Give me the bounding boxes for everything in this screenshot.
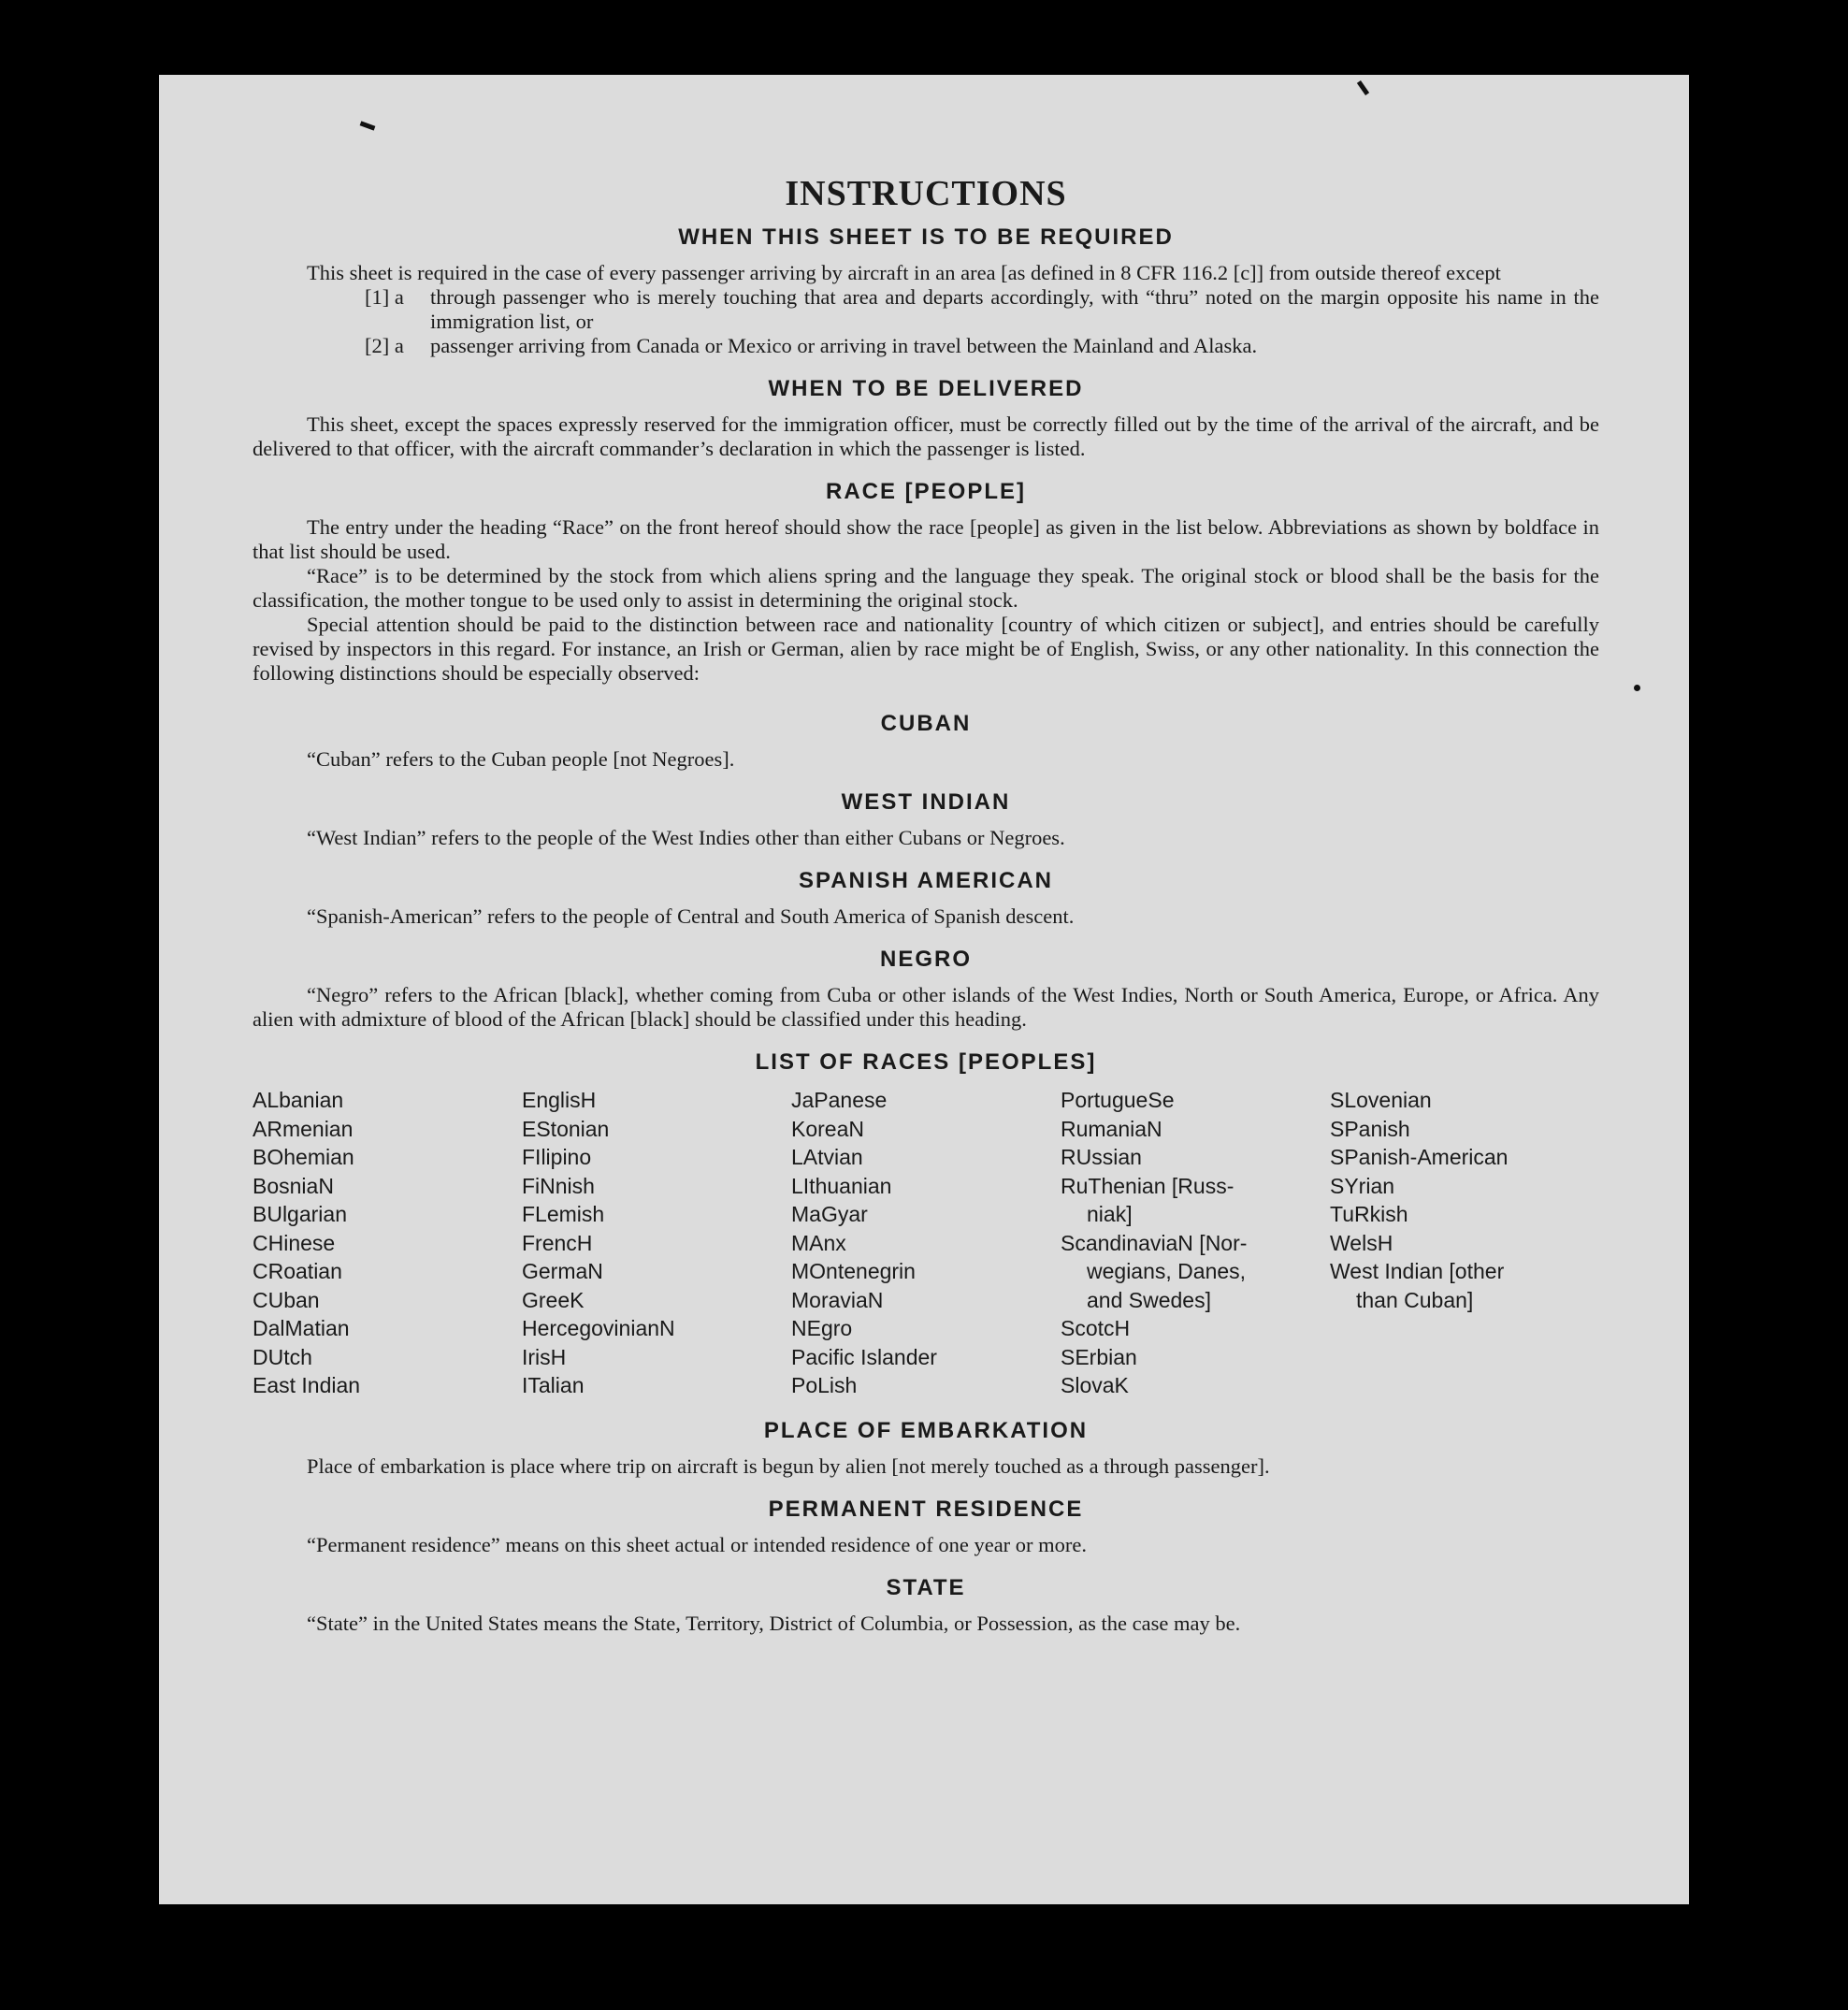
heading-permanent-residence: PERMANENT RESIDENCE [768,1496,1084,1522]
race-entry: PoLish [791,1373,858,1397]
race-entry: ALbanian [253,1088,344,1112]
race-paragraph-3: Special attention should be paid to the distinction between race and nationality [country of which citizen or subject], and entries should be carefully revised by inspectors in this regard. For instance, an Irish or German, alien by race might be of English, Swiss, or any other nationality. In this connection the following distinctions should be especially observed: [253,613,1599,685]
spanish-american-text: “Spanish-American” refers to the people of Central and South America of Spanish descent. [307,904,1075,928]
heading-west-indian: WEST INDIAN [841,789,1011,815]
race-entry: West Indian [other [1330,1259,1505,1283]
race-entry: GermaN [522,1259,603,1283]
heading-when-required: WHEN THIS SHEET IS TO BE REQUIRED [678,224,1174,250]
exception-item [365,285,1599,334]
exception-text: passenger arriving from Canada or Mexico or arriving in travel between the Mainland and Alaska. [430,334,1258,357]
race-entry: FLemish [522,1202,605,1226]
heading-when-delivered: WHEN TO BE DELIVERED [768,376,1084,401]
race-entry: TuRkish [1330,1202,1408,1226]
race-entry: NEgro [791,1316,853,1340]
race-entry: RuThenian [Russ- [1061,1173,1234,1198]
race-entry-continuation: wegians, Danes, [1087,1259,1247,1283]
race-entry: EnglisH [522,1088,597,1112]
exception-number: [1] a [365,285,404,309]
race-entry: MaGyar [791,1202,868,1226]
residence-text: “Permanent residence” means on this sheet actual or intended residence of one year or more. [307,1532,1088,1556]
heading-state: STATE [886,1574,966,1600]
race-paragraph-1: The entry under the heading “Race” on the front hereof should show the race [people] as given in the list below. Abbreviations as shown by boldface in that list should be used. [253,515,1599,563]
race-entry: RUssian [1061,1145,1142,1169]
race-entry: SPanish [1330,1116,1410,1141]
race-entry: EStonian [522,1116,610,1141]
race-entry: SLovenian [1330,1088,1432,1112]
embarkation-text: Place of embarkation is place where trip on aircraft is begun by alien [not merely touched as a through passenger]. [307,1453,1270,1478]
races-list [253,1086,1599,1400]
race-entry: KoreaN [791,1116,864,1141]
race-entry: PortugueSe [1061,1088,1175,1112]
race-entry: IrisH [522,1344,567,1369]
races-column-4 [1061,1086,1330,1400]
race-entry: SlovaK [1061,1373,1129,1397]
heading-spanish-american: SPANISH AMERICAN [798,868,1053,893]
scan-mark [1357,80,1369,95]
race-entry: RumaniaN [1061,1116,1162,1141]
race-paragraph-2: “Race” is to be determined by the stock from which aliens spring and the language they speak. The original stock or blood shall be the basis for the classification, the mother tongue to be used only to assist in determining the original stock. [253,564,1599,612]
race-entry: FIlipino [522,1145,592,1169]
race-entry: BUlgarian [253,1202,347,1226]
heading-place-of-embarkation: PLACE OF EMBARKATION [763,1417,1089,1443]
heading-race: RACE [PEOPLE] [825,479,1026,504]
when-delivered-text: This sheet, except the spaces expressly reserved for the immigration officer, must be correctly filled out by the time of the arrival of the aircraft, and be delivered to that officer, with the aircraft commander’s declaration in which the passenger is listed. [253,412,1599,460]
race-entry: SYrian [1330,1173,1395,1198]
race-entry: Pacific Islander [791,1344,937,1369]
cuban-text: “Cuban” refers to the Cuban people [not Negroes]. [307,747,735,771]
heading-cuban: CUBAN [880,711,972,736]
races-column-1 [253,1086,522,1400]
scan-mark [360,121,376,130]
race-entry: GreeK [522,1287,585,1312]
race-entry: HercegovinianN [522,1316,675,1340]
instructions-content [253,173,1599,1636]
race-entry: ARmenian [253,1116,354,1141]
heading-list-of-races: LIST OF RACES [PEOPLES] [755,1049,1097,1075]
heading-negro: NEGRO [879,947,972,972]
race-entry: East Indian [253,1373,361,1397]
race-entry: SErbian [1061,1344,1137,1369]
race-entry: FrencH [522,1230,593,1255]
race-entry: LAtvian [791,1145,863,1169]
west-indian-text: “West Indian” refers to the people of the West Indies other than either Cubans or Negroes. [307,826,1065,849]
race-entry: WelsH [1330,1230,1393,1255]
race-entry: LIthuanian [791,1173,892,1198]
race-entry-continuation: than Cuban] [1356,1287,1474,1312]
race-entry: BOhemian [253,1145,354,1169]
races-column-5 [1330,1086,1599,1400]
races-column-2 [522,1086,791,1400]
race-entry: ScandinaviaN [Nor- [1061,1230,1248,1255]
race-entry: DalMatian [253,1316,350,1340]
page-title: INSTRUCTIONS [785,174,1067,213]
races-column-3 [791,1086,1061,1400]
race-entry: ITalian [522,1373,585,1397]
scan-mark [1634,685,1640,691]
race-entry: MAnx [791,1230,846,1255]
race-entry-continuation: and Swedes] [1087,1287,1211,1312]
race-entry: FiNnish [522,1173,595,1198]
exception-text: through passenger who is merely touching that area and departs accordingly, with “thru” noted on the margin opposite his name in the immigration list, or [430,285,1599,333]
race-entry: CRoatian [253,1259,342,1283]
race-entry: ScotcH [1061,1316,1131,1340]
exception-item [365,334,1599,358]
race-entry: CUban [253,1287,320,1312]
race-entry: CHinese [253,1230,336,1255]
when-required-intro: This sheet is required in the case of every passenger arriving by aircraft in an area [as defined in 8 CFR 116.2 [c]] from outside thereof except [307,261,1501,284]
race-entry: SPanish-American [1330,1145,1509,1169]
negro-text: “Negro” refers to the African [black], whether coming from Cuba or other islands of the West Indies, North or South America, Europe, or Africa. Any alien with admixture of blood of the African [black] should be classified under this heading. [253,983,1599,1031]
document-page [159,75,1689,1904]
race-entry: BosniaN [253,1173,334,1198]
race-entry: MOntenegrin [791,1259,916,1283]
race-entry: DUtch [253,1344,312,1369]
race-entry: MoraviaN [791,1287,884,1312]
exception-number: [2] a [365,334,404,357]
race-entry-continuation: niak] [1087,1202,1133,1226]
state-text: “State” in the United States means the State, Territory, District of Columbia, or Possession, as the case may be. [307,1611,1241,1635]
race-entry: JaPanese [791,1088,888,1112]
